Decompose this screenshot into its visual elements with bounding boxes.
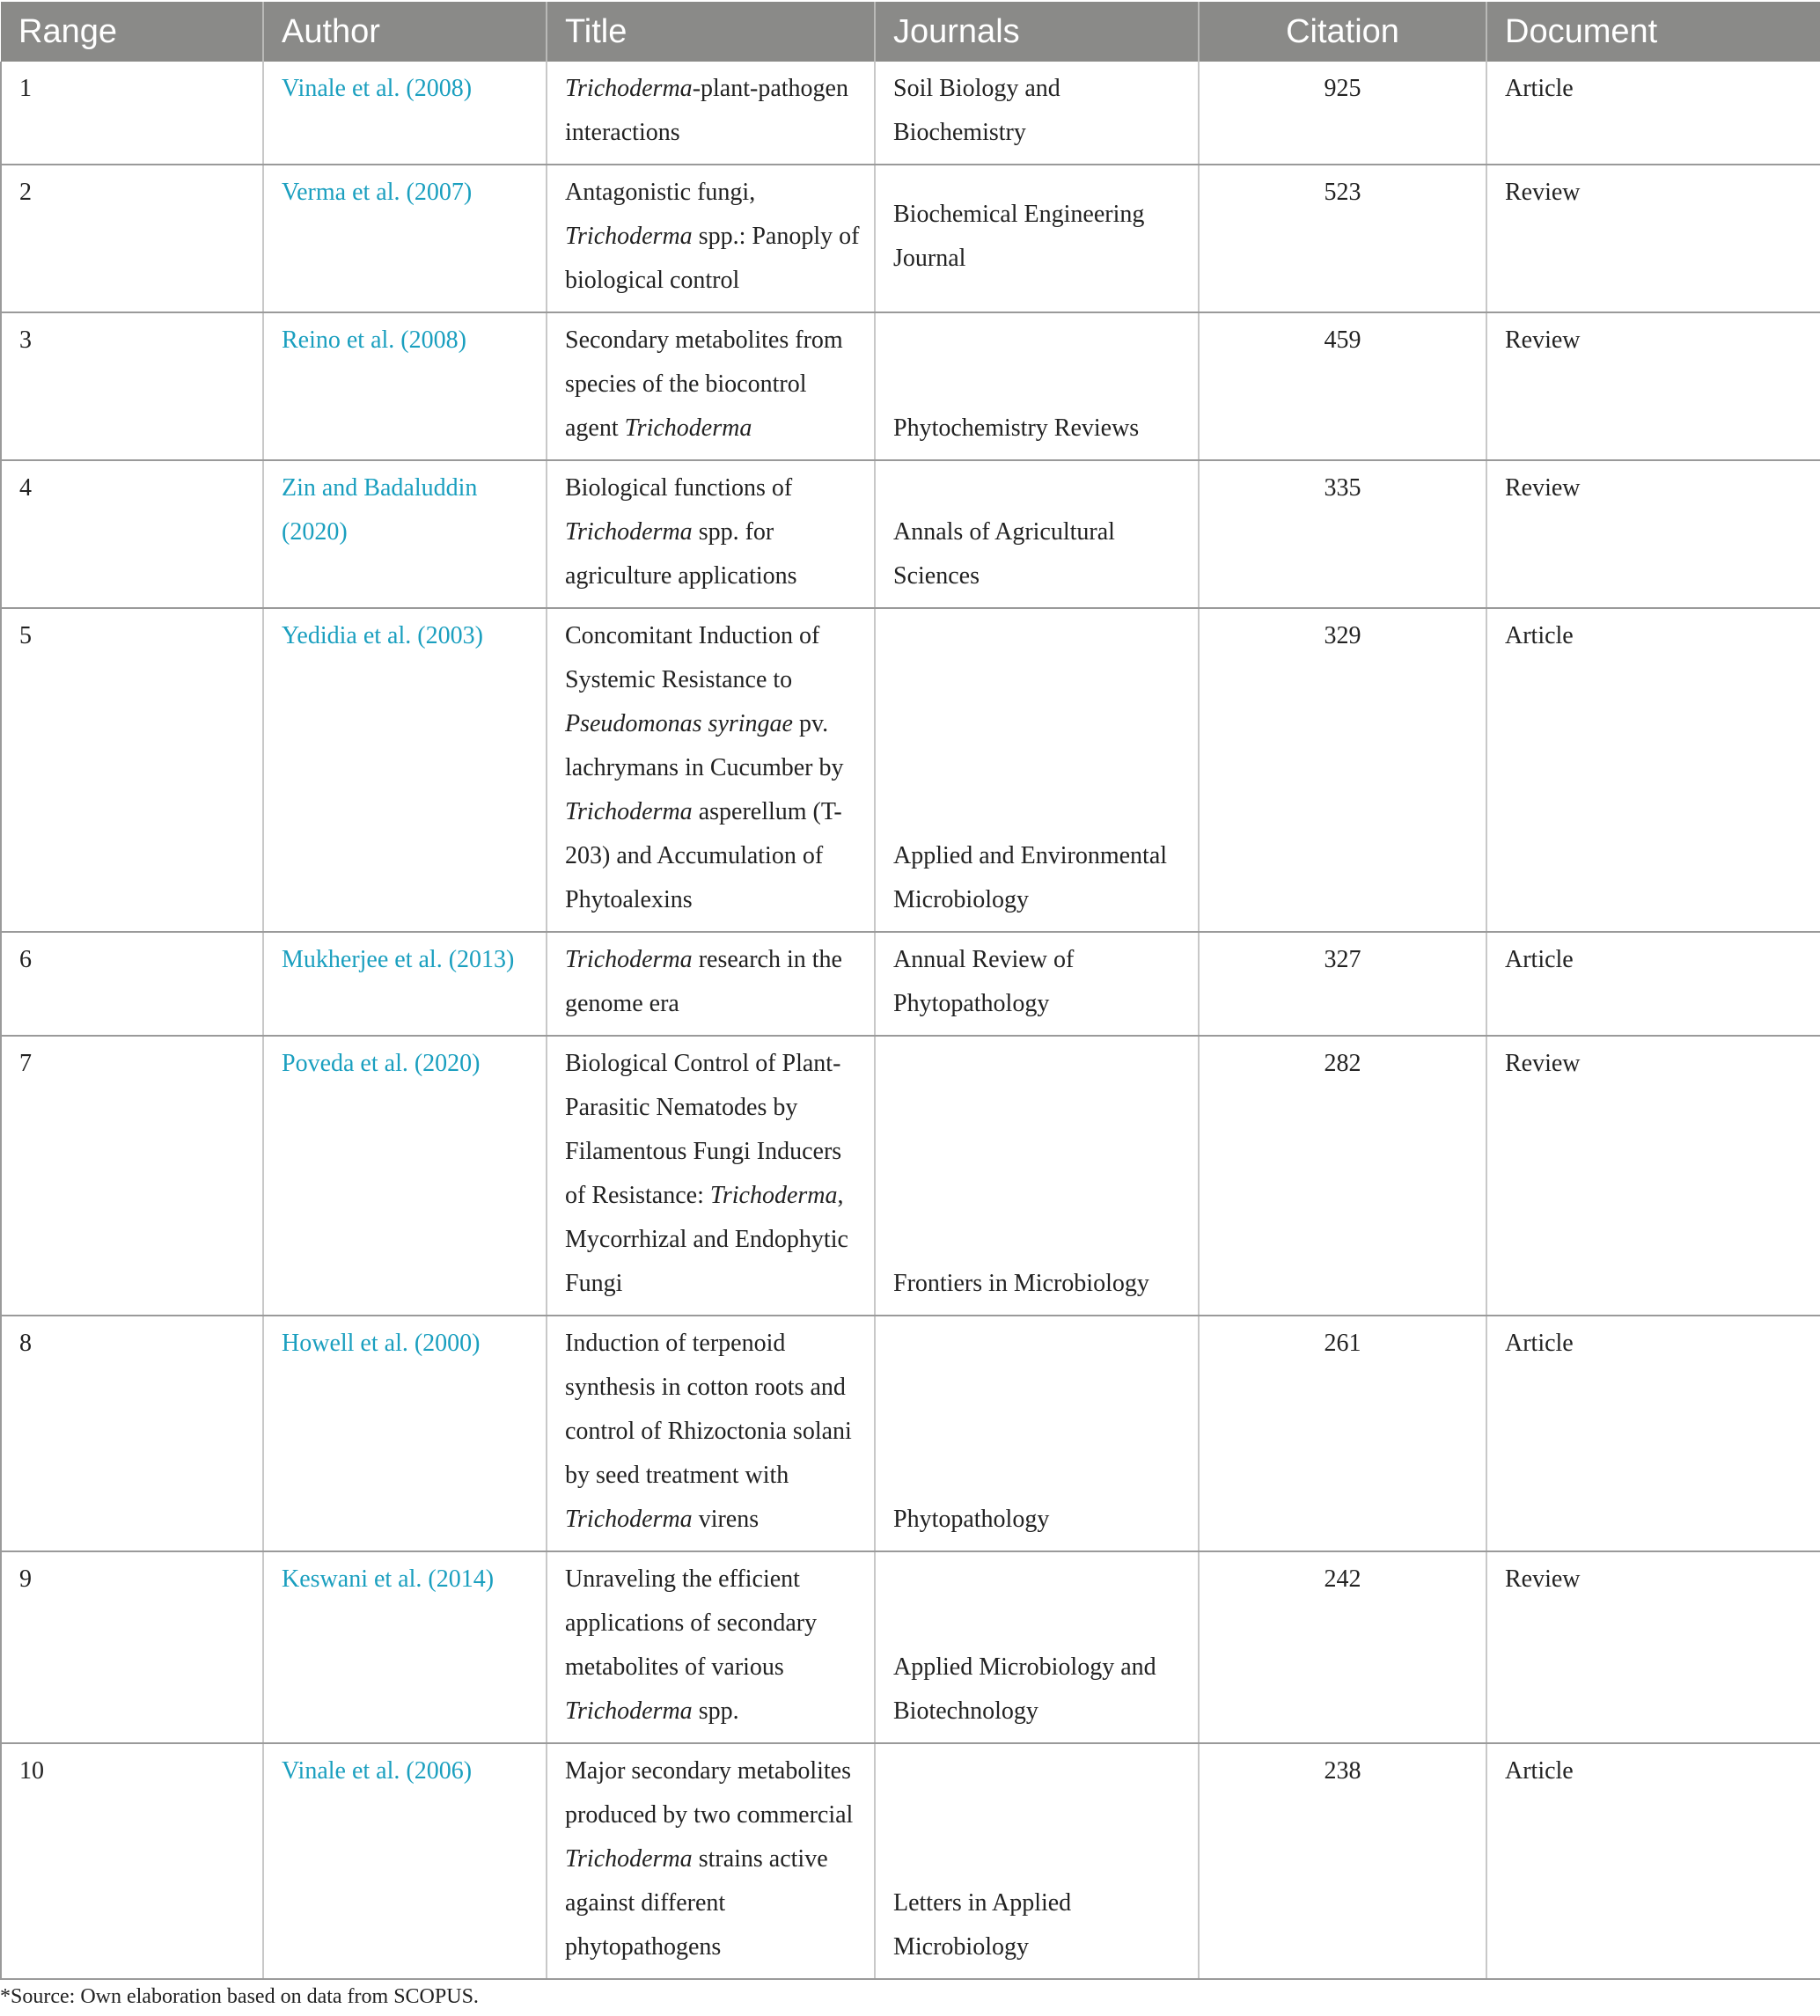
title-italic-segment: Trichoderma [565, 223, 693, 250]
cell-title [547, 1036, 875, 1316]
header-title: Title [547, 2, 875, 62]
cell-author [263, 460, 547, 608]
cell-journal: Applied and Environmental Microbiology [875, 608, 1199, 932]
table-row [1, 932, 1820, 1036]
top-cited-table [0, 2, 1820, 1980]
cell-title [547, 312, 875, 460]
cell-range: 8 [1, 1316, 263, 1551]
table-row [1, 1036, 1820, 1316]
title-italic-segment: Pseudomonas syringae [565, 710, 793, 737]
cell-range: 5 [1, 608, 263, 932]
header-range: Range [1, 2, 263, 62]
title-text [565, 75, 848, 146]
title-segment: spp.: Panoply of biological control [565, 223, 860, 294]
title-text [565, 622, 843, 913]
title-segment: Biological Control of Plant-Parasitic Nematodes by Filamentous Fungi Inducers of Resistance: [565, 1050, 842, 1209]
cell-document: Review [1486, 312, 1820, 460]
title-segment: Unraveling the efficient applications of secondary metabolites of various [565, 1565, 818, 1681]
title-text [565, 1565, 817, 1725]
cell-citation: 327 [1199, 932, 1486, 1036]
author-link[interactable]: Yedidia et al. (2003) [282, 622, 483, 649]
title-segment: Concomitant Induction of Systemic Resistance to [565, 622, 820, 693]
cell-document: Article [1486, 932, 1820, 1036]
cell-author [263, 1743, 547, 1979]
table-body [1, 62, 1820, 1979]
title-segment: pv. lachrymans in Cucumber by [565, 710, 844, 781]
title-italic-segment: Trichoderma [565, 1845, 693, 1873]
cell-range: 1 [1, 62, 263, 165]
cell-author [263, 1551, 547, 1743]
cell-citation: 329 [1199, 608, 1486, 932]
cell-citation: 925 [1199, 62, 1486, 165]
title-italic-segment: Trichoderma [565, 798, 693, 825]
title-text [565, 1330, 852, 1533]
cell-range: 4 [1, 460, 263, 608]
header-citation: Citation [1199, 2, 1486, 62]
title-segment: Biological functions of [565, 474, 793, 502]
author-link[interactable]: Vinale et al. (2006) [282, 1757, 473, 1785]
cell-journal: Applied Microbiology and Biotechnology [875, 1551, 1199, 1743]
cell-author [263, 932, 547, 1036]
title-segment: Induction of terpenoid synthesis in cotton roots and control of Rhizoctonia solani by seed treatment with [565, 1330, 852, 1489]
title-italic-segment: Trichoderma [565, 1506, 693, 1533]
title-text [565, 1050, 848, 1297]
table-row [1, 312, 1820, 460]
title-italic-segment: Trichoderma [565, 75, 693, 102]
title-segment: asperellum (T-203) and Accumulation of Phytoalexins [565, 798, 842, 913]
title-segment: spp. [692, 1697, 739, 1725]
author-link[interactable]: Poveda et al. (2020) [282, 1050, 481, 1077]
table-row [1, 165, 1820, 312]
cell-title [547, 165, 875, 312]
author-link[interactable]: Verma et al. (2007) [282, 179, 473, 206]
citations-table-container [0, 2, 1820, 1980]
cell-author [263, 312, 547, 460]
title-segment: Antagonistic fungi, [565, 179, 756, 206]
cell-title [547, 932, 875, 1036]
table-row [1, 1551, 1820, 1743]
title-segment: research in the genome era [565, 946, 842, 1017]
cell-author [263, 1316, 547, 1551]
cell-citation: 335 [1199, 460, 1486, 608]
table-row [1, 460, 1820, 608]
title-italic-segment: Trichoderma [709, 1182, 838, 1209]
title-segment: , Mycorrhizal and Endophytic Fungi [565, 1182, 848, 1297]
title-italic-segment: Trichoderma [565, 518, 693, 546]
title-text [565, 474, 797, 590]
header-author: Author [263, 2, 547, 62]
table-header-row [1, 2, 1820, 62]
cell-document: Article [1486, 1743, 1820, 1979]
cell-journal: Soil Biology and Biochemistry [875, 62, 1199, 165]
author-link[interactable]: Zin and Badaluddin (2020) [282, 474, 478, 546]
table-row [1, 62, 1820, 165]
title-segment: strains active against different phytopathogens [565, 1845, 828, 1961]
cell-range: 6 [1, 932, 263, 1036]
author-link[interactable]: Vinale et al. (2008) [282, 75, 473, 102]
source-footnote: *Source: Own elaboration based on data from SCOPUS. [0, 1985, 479, 2008]
table-row [1, 1316, 1820, 1551]
title-segment: -plant-pathogen interactions [565, 75, 848, 146]
cell-journal: Annals of Agricultural Sciences [875, 460, 1199, 608]
cell-range: 10 [1, 1743, 263, 1979]
title-segment: Secondary metabolites from species of the biocontrol agent [565, 326, 843, 442]
author-link[interactable]: Reino et al. (2008) [282, 326, 466, 354]
cell-citation: 459 [1199, 312, 1486, 460]
title-segment: virens [692, 1506, 760, 1533]
cell-title [547, 62, 875, 165]
title-italic-segment: Trichoderma [565, 1697, 693, 1725]
cell-citation: 523 [1199, 165, 1486, 312]
author-link[interactable]: Keswani et al. (2014) [282, 1565, 495, 1593]
title-text [565, 946, 842, 1017]
table-row [1, 1743, 1820, 1979]
cell-journal: Phytopathology [875, 1316, 1199, 1551]
cell-document: Review [1486, 1551, 1820, 1743]
cell-journal: Phytochemistry Reviews [875, 312, 1199, 460]
title-text [565, 1757, 853, 1961]
table-row [1, 608, 1820, 932]
cell-document: Review [1486, 1036, 1820, 1316]
cell-document: Review [1486, 165, 1820, 312]
cell-journal: Biochemical Engineering Journal [875, 165, 1199, 312]
cell-document: Article [1486, 62, 1820, 165]
cell-journal: Letters in Applied Microbiology [875, 1743, 1199, 1979]
cell-citation: 261 [1199, 1316, 1486, 1551]
cell-title [547, 460, 875, 608]
cell-range: 9 [1, 1551, 263, 1743]
cell-range: 3 [1, 312, 263, 460]
cell-author [263, 62, 547, 165]
cell-range: 2 [1, 165, 263, 312]
title-segment: spp. for agriculture applications [565, 518, 797, 590]
cell-author [263, 608, 547, 932]
title-segment: Major secondary metabolites produced by two commercial [565, 1757, 854, 1829]
cell-author [263, 1036, 547, 1316]
title-text [565, 179, 859, 294]
cell-title [547, 1551, 875, 1743]
cell-title [547, 1743, 875, 1979]
title-text [565, 326, 843, 442]
cell-document: Review [1486, 460, 1820, 608]
cell-citation: 242 [1199, 1551, 1486, 1743]
author-link[interactable]: Howell et al. (2000) [282, 1330, 481, 1357]
title-italic-segment: Trichoderma [624, 414, 752, 442]
cell-citation: 282 [1199, 1036, 1486, 1316]
cell-journal: Frontiers in Microbiology [875, 1036, 1199, 1316]
cell-journal: Annual Review of Phytopathology [875, 932, 1199, 1036]
cell-title [547, 1316, 875, 1551]
cell-title [547, 608, 875, 932]
cell-author [263, 165, 547, 312]
cell-document: Article [1486, 1316, 1820, 1551]
header-journals: Journals [875, 2, 1199, 62]
cell-range: 7 [1, 1036, 263, 1316]
header-document: Document [1486, 2, 1820, 62]
cell-citation: 238 [1199, 1743, 1486, 1979]
cell-document: Article [1486, 608, 1820, 932]
author-link[interactable]: Mukherjee et al. (2013) [282, 946, 515, 973]
title-italic-segment: Trichoderma [565, 946, 693, 973]
